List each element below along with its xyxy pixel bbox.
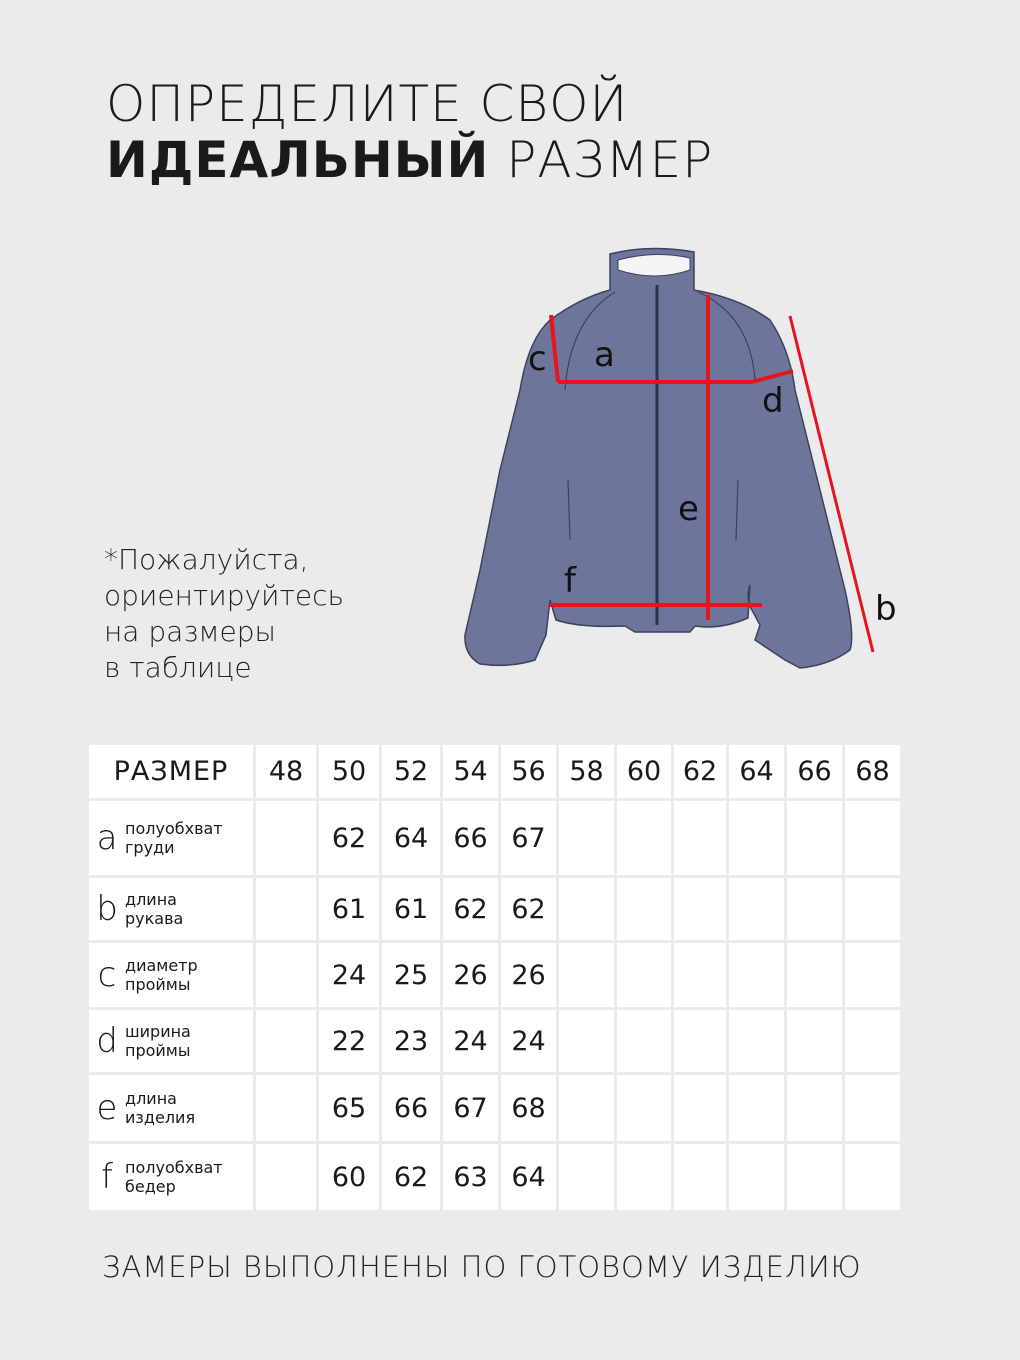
table-row xyxy=(89,943,900,1007)
table-cell: 66 xyxy=(382,1075,440,1141)
table-cell xyxy=(787,1075,842,1141)
size-header: 64 xyxy=(729,745,784,798)
table-cell xyxy=(729,1075,784,1141)
row-label xyxy=(89,943,253,1007)
table-cell xyxy=(256,943,316,1007)
table-cell xyxy=(256,801,316,875)
title-rest-word: РАЗМЕР xyxy=(506,131,714,189)
table-cell: 62 xyxy=(501,878,556,940)
row-description-line: проймы xyxy=(125,975,191,994)
table-cell xyxy=(845,878,900,940)
table-cell xyxy=(845,1144,900,1210)
table-cell xyxy=(559,943,614,1007)
table-cell: 23 xyxy=(382,1010,440,1072)
table-cell xyxy=(845,1075,900,1141)
table-cell: 24 xyxy=(319,943,379,1007)
table-cell xyxy=(787,943,842,1007)
table-row xyxy=(89,801,900,875)
row-label xyxy=(89,1075,253,1141)
row-label xyxy=(89,801,253,875)
row-description-line: проймы xyxy=(125,1041,191,1060)
table-cell: 65 xyxy=(319,1075,379,1141)
table-row xyxy=(89,1144,900,1210)
table-cell: 24 xyxy=(443,1010,498,1072)
table-cell xyxy=(559,1010,614,1072)
table-cell xyxy=(617,943,671,1007)
table-cell: 68 xyxy=(501,1075,556,1141)
table-cell: 63 xyxy=(443,1144,498,1210)
table-cell: 26 xyxy=(443,943,498,1007)
table-cell: 62 xyxy=(319,801,379,875)
table-cell xyxy=(559,878,614,940)
note-line: *Пожалуйста, xyxy=(104,543,309,576)
table-cell xyxy=(845,943,900,1007)
title-bold-word: ИДЕАЛЬНЫЙ xyxy=(106,131,490,189)
table-cell xyxy=(845,801,900,875)
row-letter: d xyxy=(96,1021,118,1061)
table-cell xyxy=(845,1010,900,1072)
table-cell xyxy=(617,878,671,940)
row-description xyxy=(125,1158,223,1196)
table-row xyxy=(89,1010,900,1072)
label-b: b xyxy=(875,589,897,629)
table-cell: 64 xyxy=(501,1144,556,1210)
row-description xyxy=(125,890,183,928)
table-cell: 60 xyxy=(319,1144,379,1210)
table-cell xyxy=(729,1144,784,1210)
row-letter: a xyxy=(96,818,118,858)
table-header-row xyxy=(89,745,900,798)
size-header: 50 xyxy=(319,745,379,798)
table-cell: 62 xyxy=(443,878,498,940)
table-cell: 62 xyxy=(382,1144,440,1210)
table-cell xyxy=(617,801,671,875)
row-description-line: бедер xyxy=(125,1177,176,1196)
table-cell xyxy=(617,1075,671,1141)
row-description-line: диаметр xyxy=(125,956,198,975)
table-cell: 26 xyxy=(501,943,556,1007)
table-cell xyxy=(674,943,726,1007)
row-letter: e xyxy=(96,1088,118,1128)
table-cell xyxy=(729,878,784,940)
label-a: a xyxy=(594,335,615,375)
table-cell xyxy=(787,1144,842,1210)
row-description-line: изделия xyxy=(125,1108,196,1127)
table-cell xyxy=(674,1075,726,1141)
row-description-line: длина xyxy=(125,890,177,909)
table-cell xyxy=(559,801,614,875)
label-f: f xyxy=(564,561,576,601)
table-cell xyxy=(729,801,784,875)
row-description-line: ширина xyxy=(125,1022,191,1041)
note-line: ориентируйтесь xyxy=(104,579,344,612)
size-table xyxy=(86,742,903,1213)
table-cell: 25 xyxy=(382,943,440,1007)
title-line-1: ОПРЕДЕЛИТЕ СВОЙ xyxy=(106,75,629,133)
table-cell: 24 xyxy=(501,1010,556,1072)
table-cell xyxy=(729,943,784,1007)
row-description xyxy=(125,1022,191,1060)
row-description-line: длина xyxy=(125,1089,177,1108)
row-letter: f xyxy=(101,1157,113,1197)
table-cell: 67 xyxy=(501,801,556,875)
row-label xyxy=(89,1144,253,1210)
note-line: в таблице xyxy=(104,651,252,684)
table-cell: 67 xyxy=(443,1075,498,1141)
title-line-2 xyxy=(106,131,713,189)
size-header: 66 xyxy=(787,745,842,798)
row-label xyxy=(89,1010,253,1072)
table-cell: 61 xyxy=(319,878,379,940)
table-cell xyxy=(256,1144,316,1210)
table-cell xyxy=(559,1075,614,1141)
label-d: d xyxy=(762,381,784,421)
table-cell: 61 xyxy=(382,878,440,940)
size-header: 56 xyxy=(501,745,556,798)
table-cell: 66 xyxy=(443,801,498,875)
size-header: 68 xyxy=(845,745,900,798)
jacket-diagram xyxy=(450,240,910,680)
size-header: 48 xyxy=(256,745,316,798)
row-description-line: рукава xyxy=(125,909,184,928)
table-cell xyxy=(674,1144,726,1210)
table-cell: 64 xyxy=(382,801,440,875)
table-cell xyxy=(559,1144,614,1210)
table-cell xyxy=(256,878,316,940)
size-header: 54 xyxy=(443,745,498,798)
table-cell xyxy=(787,878,842,940)
table-cell xyxy=(729,1010,784,1072)
row-description-line: груди xyxy=(125,838,175,857)
table-cell xyxy=(256,1010,316,1072)
table-cell xyxy=(674,878,726,940)
table-cell xyxy=(787,1010,842,1072)
table-cell xyxy=(256,1075,316,1141)
jacket-collar xyxy=(618,254,690,276)
table-cell xyxy=(787,801,842,875)
row-description xyxy=(125,1089,195,1127)
table-row xyxy=(89,878,900,940)
size-note xyxy=(104,542,344,686)
row-description-line: полуобхват xyxy=(125,1158,223,1177)
table-cell xyxy=(674,801,726,875)
size-header: 62 xyxy=(674,745,726,798)
label-c: c xyxy=(528,339,547,379)
label-e: e xyxy=(678,489,699,529)
table-cell: 22 xyxy=(319,1010,379,1072)
row-description-line: полуобхват xyxy=(125,819,223,838)
page-title xyxy=(106,76,713,188)
table-cell xyxy=(617,1010,671,1072)
size-header: 58 xyxy=(559,745,614,798)
size-header: 60 xyxy=(617,745,671,798)
note-line: на размеры xyxy=(104,615,276,648)
row-description xyxy=(125,819,223,857)
row-label xyxy=(89,878,253,940)
row-letter: b xyxy=(96,889,118,929)
table-row xyxy=(89,1075,900,1141)
table-cell xyxy=(674,1010,726,1072)
row-description xyxy=(125,956,198,994)
table-cell xyxy=(617,1144,671,1210)
row-letter: c xyxy=(97,955,117,995)
header-label: РАЗМЕР xyxy=(89,745,253,798)
footer-note: ЗАМЕРЫ ВЫПОЛНЕНЫ ПО ГОТОВОМУ ИЗДЕЛИЮ xyxy=(102,1250,862,1284)
size-header: 52 xyxy=(382,745,440,798)
